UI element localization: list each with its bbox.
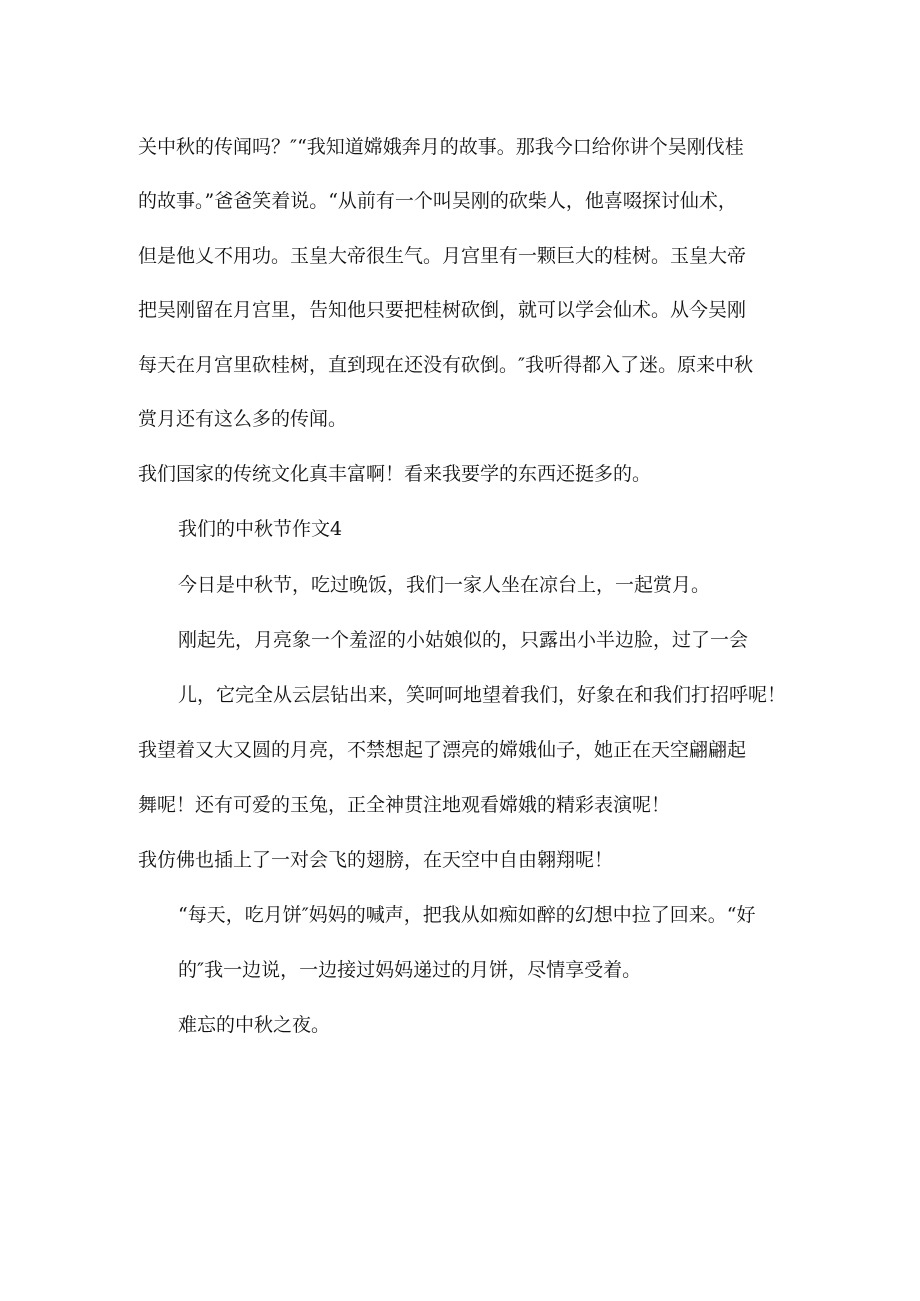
paragraph-line: 我望着又大又圆的月亮，不禁想起了漂亮的嫦娥仙子，她正在天空翩翩起	[138, 739, 747, 761]
paragraph-line: “每天，吃月饼″妈妈的喊声，把我从如痴如醉的幻想中拉了回来。“好	[178, 904, 756, 926]
paragraph-line: 每天在月宫里砍桂树，直到现在还没有砍倒。″我听得都入了迷。原来中秋	[138, 354, 754, 376]
paragraph-line: 儿，它完全从云层钻出来，笑呵呵地望着我们，好象在和我们打招呼呢！	[178, 684, 787, 706]
paragraph-line: 刚起先，月亮象一个羞涩的小姑娘似的，只露出小半边脸，过了一会	[178, 629, 749, 651]
paragraph-line: 的故事。”爸爸笑着说。“从前有一个叫吴刚的砍柴人，他喜啜探讨仙术，	[138, 190, 737, 212]
paragraph-line: 但是他乂不用功。玉皇大帝很生气。月宫里有一颗巨大的桂树。玉皇大帝	[138, 245, 747, 267]
paragraph-line: 的″我一边说，一边接过妈妈递过的月饼，尽情享受着。	[178, 959, 642, 981]
paragraph-line: 我们国家的传统文化真丰富啊！看来我要学的东西还挺多的。	[138, 463, 652, 485]
paragraph-line: 舞呢！还有可爱的玉兔，正全神贯注地观看嫦娥的精彩表演呢！	[138, 794, 671, 816]
paragraph-line: 赏月还有这么多的传闻。	[138, 408, 348, 430]
paragraph-line: 难忘的中秋之夜。	[178, 1014, 331, 1036]
paragraph-line: 我仿佛也插上了一对会飞的翅膀，在天空中自由翱翔呢！	[138, 849, 614, 871]
paragraph-line: 把吴刚留在月宫里，告知他只要把桂树砍倒，就可以学会仙术。从今吴刚	[138, 299, 747, 321]
paragraph-line: 关中秋的传闻吗？″“我知道嫦娥奔月的故事。那我今口给你讲个吴刚伐桂	[138, 136, 744, 158]
paragraph-line: 今日是中秋节，吃过晚饭，我们一家人坐在凉台上，一起赏月。	[178, 574, 711, 596]
section-title: 我们的中秋节作文4	[178, 518, 343, 540]
